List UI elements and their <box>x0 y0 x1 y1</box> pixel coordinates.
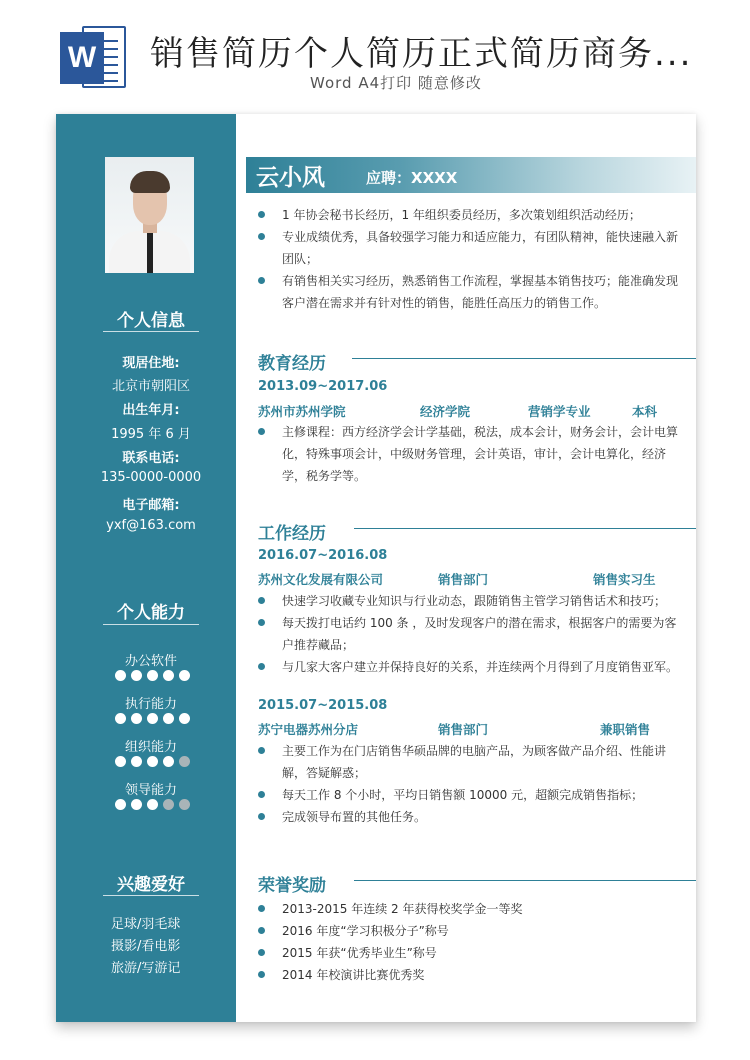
honors-divider <box>354 880 696 881</box>
applied-position: 应聘：XXXX <box>366 169 458 187</box>
rating-dot <box>147 756 158 767</box>
email-label: 电子邮箱: <box>122 498 180 513</box>
job-point: 每天工作 8 个小时，平均日销售额 10000 元，超额完成销售指标； <box>282 784 686 806</box>
education-college: 经济学院 <box>420 404 471 419</box>
education-courses: 主修课程：西方经济学会计学基础，税法，成本会计，财务会计，会计电算化，特殊事项会计，中级财务管理，会计英语，审计，会计电算化，经济学，税务学等。 <box>282 421 686 487</box>
rating-dot <box>115 799 126 810</box>
skill-rating <box>115 670 190 681</box>
resume-sidebar <box>56 114 236 1022</box>
hobbies-heading: 兴趣爱好 <box>117 875 185 895</box>
skill-rating <box>115 799 190 810</box>
rating-dot <box>147 799 158 810</box>
education-school: 苏州市苏州学院 <box>258 404 346 419</box>
rating-dot <box>179 670 190 681</box>
job-role: 兼职销售 <box>600 722 651 737</box>
hobby-item: 摄影/看电影 <box>111 939 181 954</box>
rating-dot <box>163 799 174 810</box>
abilities-heading: 个人能力 <box>117 603 185 623</box>
email-value: yxf@163.com <box>106 518 196 533</box>
job-date: 2016.07~2016.08 <box>258 548 388 563</box>
work-heading: 工作经历 <box>258 524 326 544</box>
job-company: 苏州文化发展有限公司 <box>258 572 384 587</box>
document-header <box>0 0 750 108</box>
rating-dot <box>179 799 190 810</box>
hobby-item: 足球/羽毛球 <box>111 917 181 932</box>
job-point: 主要工作为在门店销售华硕品牌的电脑产品，为顾客做产品介绍、性能讲解，答疑解惑； <box>282 740 686 784</box>
summary-item: 有销售相关实习经历，熟悉销售工作流程，掌握基本销售技巧；能准确发现客户潜在需求并有针对性的销售，能胜任高压力的销售工作。 <box>282 270 686 314</box>
education-degree: 本科 <box>632 404 658 419</box>
job-point: 完成领导布置的其他任务。 <box>282 806 686 828</box>
summary-item: 专业成绩优秀，具备较强学习能力和适应能力，有团队精神，能快速融入新团队； <box>282 226 686 270</box>
rating-dot <box>115 756 126 767</box>
rating-dot <box>131 713 142 724</box>
personal-info-heading: 个人信息 <box>117 311 185 331</box>
job-point: 每天拨打电话约 100 条 ，及时发现客户的潜在需求，根据客户的需要为客户推荐藏品； <box>282 612 686 656</box>
rating-dot <box>179 756 190 767</box>
rating-dot <box>131 756 142 767</box>
document-subtitle: Word A4打印 随意修改 <box>310 74 482 92</box>
rating-dot <box>163 713 174 724</box>
education-heading: 教育经历 <box>258 354 326 374</box>
residence-label: 现居住地: <box>122 356 180 371</box>
job-role: 销售实习生 <box>593 572 656 587</box>
rating-dot <box>131 670 142 681</box>
rating-dot <box>147 713 158 724</box>
rating-dot <box>179 713 190 724</box>
abilities-divider <box>103 624 199 625</box>
skill-name: 办公软件 <box>124 654 177 669</box>
hobbies-divider <box>103 895 199 896</box>
honor-item: 2015 年获“优秀毕业生”称号 <box>282 942 686 964</box>
honor-item: 2013-2015 年连续 2 年获得校奖学金一等奖 <box>282 898 686 920</box>
honor-item: 2016 年度“学习积极分子”称号 <box>282 920 686 942</box>
profile-photo <box>105 157 194 273</box>
honors-heading: 荣誉奖励 <box>258 876 326 896</box>
phone-label: 联系电话: <box>122 451 180 466</box>
birth-label: 出生年月: <box>122 403 180 418</box>
rating-dot <box>147 670 158 681</box>
word-document-icon: W <box>60 22 130 94</box>
job-department: 销售部门 <box>438 572 489 587</box>
education-major: 营销学专业 <box>528 404 591 419</box>
resume-page <box>56 114 696 1022</box>
summary-item: 1 年协会秘书长经历，1 年组织委员经历，多次策划组织活动经历； <box>282 204 686 226</box>
personal-info-divider <box>103 331 199 332</box>
skill-rating <box>115 713 190 724</box>
skill-name: 执行能力 <box>124 697 177 712</box>
skill-name: 领导能力 <box>124 783 177 798</box>
phone-value: 135-0000-0000 <box>100 470 202 485</box>
job-point: 快速学习收藏专业知识与行业动态，跟随销售主管学习销售话术和技巧； <box>282 590 686 612</box>
skill-rating <box>115 756 190 767</box>
rating-dot <box>115 670 126 681</box>
job-department: 销售部门 <box>438 722 489 737</box>
skill-name: 组织能力 <box>124 740 177 755</box>
document-title: 销售简历个人简历正式简历商务... <box>150 34 693 74</box>
rating-dot <box>131 799 142 810</box>
candidate-name: 云小风 <box>256 165 325 191</box>
job-date: 2015.07~2015.08 <box>258 698 388 713</box>
education-date: 2013.09~2017.06 <box>258 379 388 394</box>
job-company: 苏宁电器苏州分店 <box>258 722 359 737</box>
rating-dot <box>163 670 174 681</box>
job-point: 与几家大客户建立并保持良好的关系，并连续两个月得到了月度销售亚军。 <box>282 656 686 678</box>
residence-value: 北京市朝阳区 <box>111 379 190 394</box>
education-divider <box>352 358 696 359</box>
birth-value: 1995 年 6 月 <box>111 427 191 442</box>
work-divider <box>354 528 696 529</box>
rating-dot <box>115 713 126 724</box>
hobby-item: 旅游/写游记 <box>111 961 181 976</box>
rating-dot <box>163 756 174 767</box>
honor-item: 2014 年校演讲比赛优秀奖 <box>282 964 686 986</box>
